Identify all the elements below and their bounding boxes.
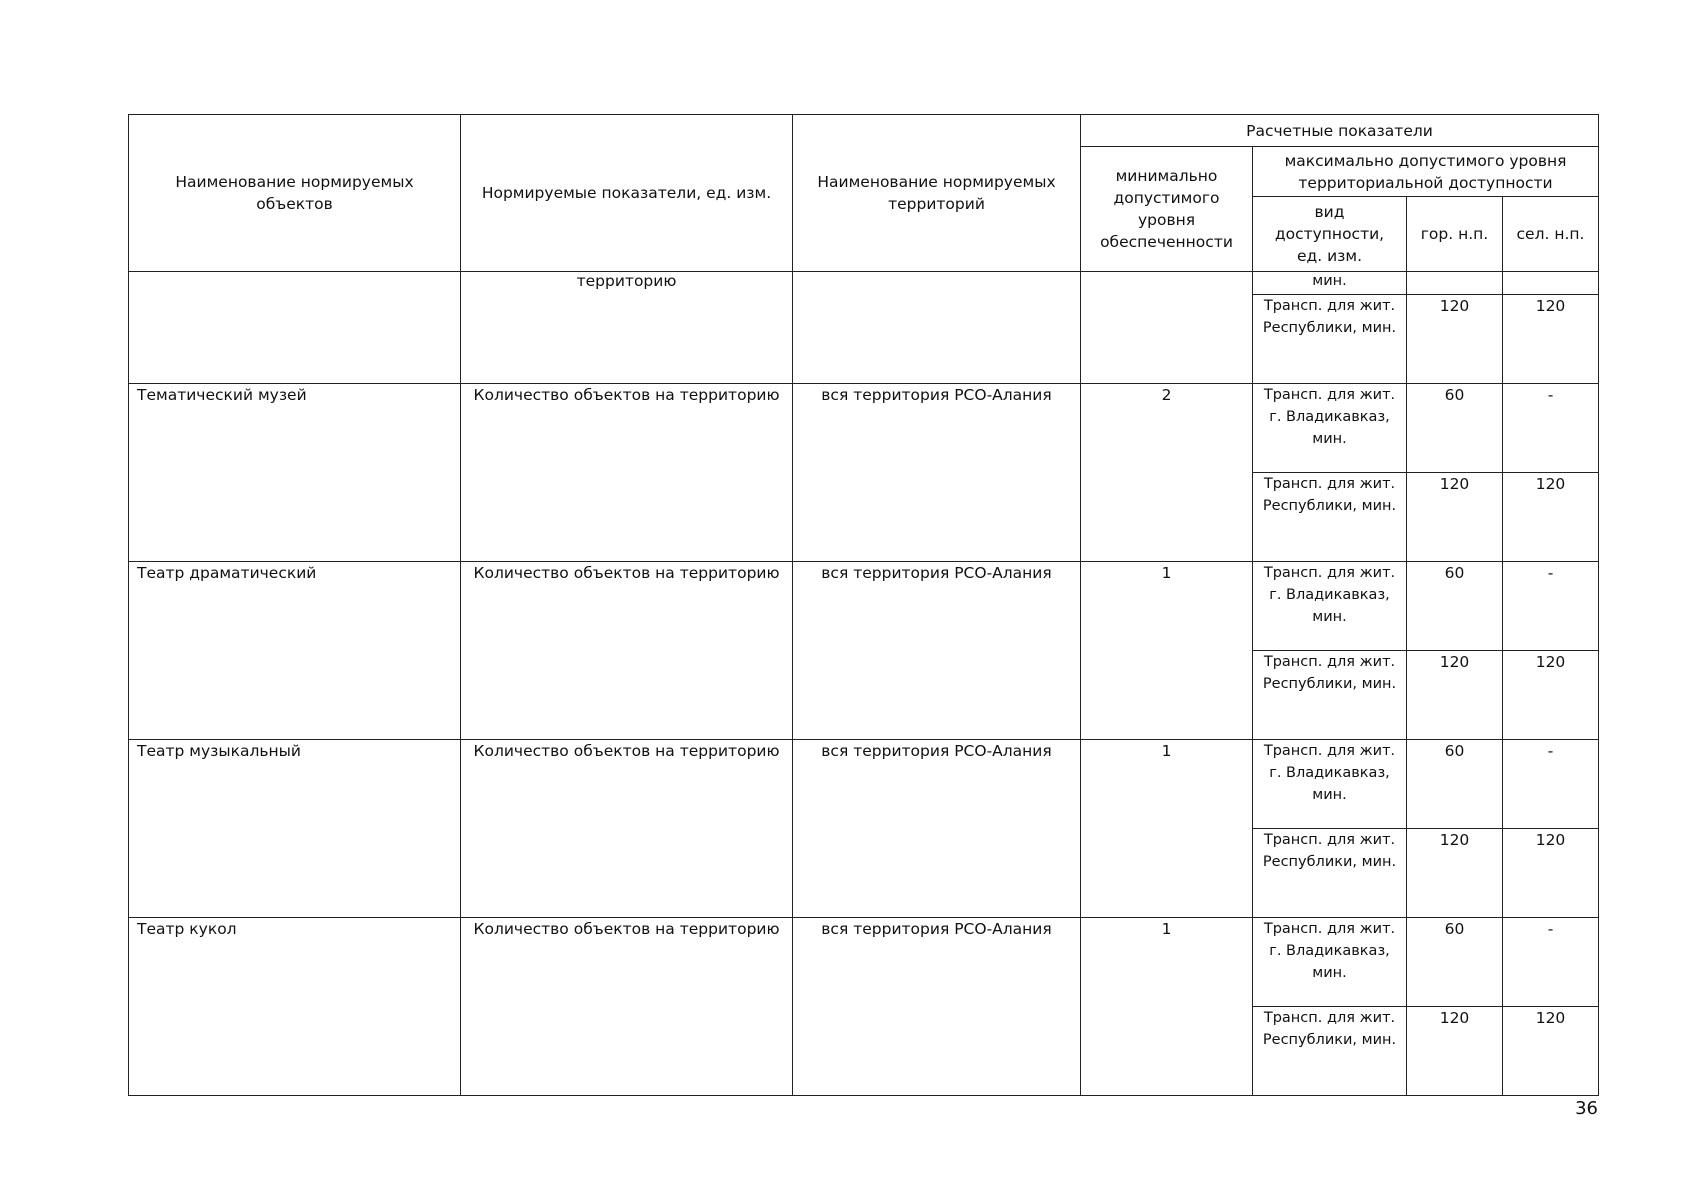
cont-access-type: Трансп. для жит. Республики, мин.	[1253, 295, 1407, 384]
urban-value: 120	[1407, 1007, 1503, 1096]
rural-value: 120	[1503, 651, 1599, 740]
table-row	[129, 384, 1599, 473]
urban-value: 120	[1407, 651, 1503, 740]
cont-indicator: территорию	[461, 272, 793, 384]
access-type: Трансп. для жит. г. Владикавказ, мин.	[1253, 562, 1407, 651]
territory: вся территория РСО-Алания	[793, 740, 1081, 918]
object-name: Театр музыкальный	[129, 740, 461, 918]
indicator: Количество объектов на территорию	[461, 562, 793, 740]
header-max-level: максимально допустимого уровня территориальной доступности	[1253, 147, 1599, 197]
header-territory: Наименование нормируемых территорий	[793, 115, 1081, 272]
object-name: Театр кукол	[129, 918, 461, 1096]
rural-value: -	[1503, 740, 1599, 829]
cont-urban-empty	[1407, 272, 1503, 295]
min-level: 1	[1081, 740, 1253, 918]
rural-value: -	[1503, 918, 1599, 1007]
cont-object	[129, 272, 461, 384]
urban-value: 120	[1407, 473, 1503, 562]
urban-value: 60	[1407, 384, 1503, 473]
territory: вся территория РСО-Алания	[793, 562, 1081, 740]
object-name: Тематический музей	[129, 384, 461, 562]
urban-value: 60	[1407, 562, 1503, 651]
header-object: Наименование нормируемых объектов	[129, 115, 461, 272]
access-type: Трансп. для жит. Республики, мин.	[1253, 473, 1407, 562]
header-rural: сел. н.п.	[1503, 197, 1599, 272]
table-row	[129, 740, 1599, 829]
urban-value: 60	[1407, 918, 1503, 1007]
header-urban: гор. н.п.	[1407, 197, 1503, 272]
rural-value: 120	[1503, 829, 1599, 918]
indicator: Количество объектов на территорию	[461, 918, 793, 1096]
cont-access-tail: мин.	[1253, 272, 1407, 295]
header-access-type: вид доступности, ед. изм.	[1253, 197, 1407, 272]
access-type: Трансп. для жит. Республики, мин.	[1253, 1007, 1407, 1096]
min-level: 2	[1081, 384, 1253, 562]
rural-value: -	[1503, 384, 1599, 473]
urban-value: 120	[1407, 829, 1503, 918]
access-type: Трансп. для жит. г. Владикавказ, мин.	[1253, 384, 1407, 473]
territory: вся территория РСО-Алания	[793, 384, 1081, 562]
header-calculated-indicators: Расчетные показатели	[1081, 115, 1599, 147]
table-row	[129, 918, 1599, 1007]
cont-territory	[793, 272, 1081, 384]
urban-value: 60	[1407, 740, 1503, 829]
cont-rural-empty	[1503, 272, 1599, 295]
rural-value: -	[1503, 562, 1599, 651]
access-type: Трансп. для жит. Республики, мин.	[1253, 651, 1407, 740]
territory: вся территория РСО-Алания	[793, 918, 1081, 1096]
cont-rural: 120	[1503, 295, 1599, 384]
table-row	[129, 562, 1599, 651]
header-min-level: минимально допустимого уровня обеспеченности	[1081, 147, 1253, 272]
min-level: 1	[1081, 918, 1253, 1096]
rural-value: 120	[1503, 473, 1599, 562]
rural-value: 120	[1503, 1007, 1599, 1096]
page-number: 36	[1575, 1098, 1598, 1119]
indicator: Количество объектов на территорию	[461, 740, 793, 918]
access-type: Трансп. для жит. г. Владикавказ, мин.	[1253, 740, 1407, 829]
access-type: Трансп. для жит. Республики, мин.	[1253, 829, 1407, 918]
object-name: Театр драматический	[129, 562, 461, 740]
min-level: 1	[1081, 562, 1253, 740]
cont-min-level	[1081, 272, 1253, 384]
cont-urban: 120	[1407, 295, 1503, 384]
indicator: Количество объектов на территорию	[461, 384, 793, 562]
norms-table	[128, 114, 1599, 1096]
header-indicator: Нормируемые показатели, ед. изм.	[461, 115, 793, 272]
access-type: Трансп. для жит. г. Владикавказ, мин.	[1253, 918, 1407, 1007]
